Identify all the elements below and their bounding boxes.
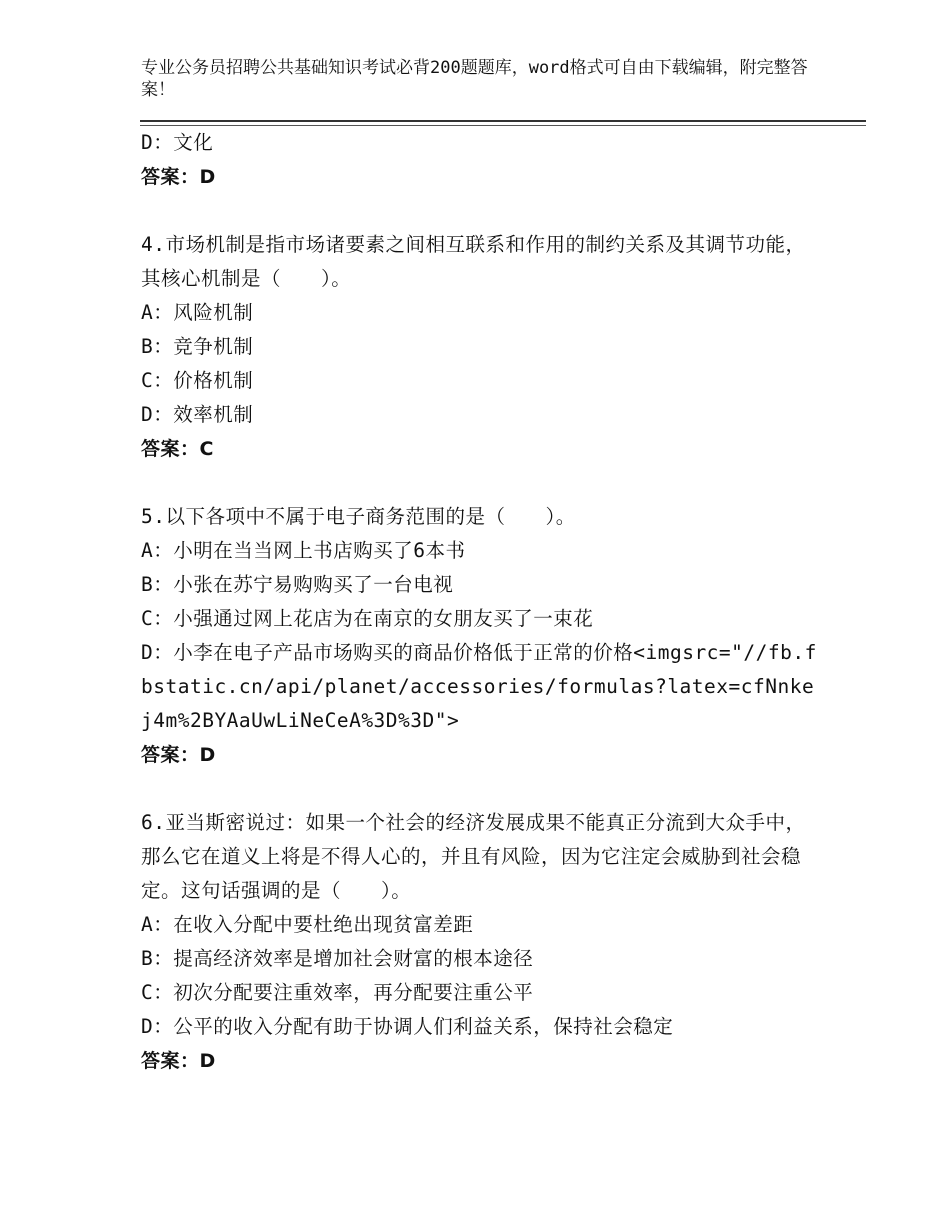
option-c: C：初次分配要注重效率，再分配要注重公平 bbox=[141, 981, 534, 1004]
option-a: A：风险机制 bbox=[141, 301, 254, 324]
option-c: C：小强通过网上花店为在南京的女朋友买了一束花 bbox=[141, 607, 594, 630]
option-d: D：效率机制 bbox=[141, 403, 254, 426]
question-4 bbox=[141, 228, 821, 466]
option-d: D：公平的收入分配有助于协调人们利益关系，保持社会稳定 bbox=[141, 1015, 674, 1038]
page-header: 专业公务员招聘公共基础知识考试必背200题题库，word格式可自由下载编辑，附完整答案！ bbox=[141, 58, 808, 100]
option-c: C：价格机制 bbox=[141, 369, 254, 392]
answer-label: 答案：D bbox=[141, 744, 216, 766]
option-d: D：文化 bbox=[141, 131, 214, 154]
question-list bbox=[141, 126, 821, 1078]
header-divider-thick bbox=[140, 120, 866, 122]
spacer bbox=[141, 466, 821, 500]
option-a: A：小明在当当网上书店购买了6本书 bbox=[141, 539, 466, 562]
question-3-tail bbox=[141, 126, 821, 194]
option-a: A：在收入分配中要杜绝出现贫富差距 bbox=[141, 913, 474, 936]
spacer bbox=[141, 194, 821, 228]
spacer bbox=[141, 772, 821, 806]
answer-label: 答案：D bbox=[141, 1050, 216, 1072]
question-stem: 4.市场机制是指市场诸要素之间相互联系和作用的制约关系及其调节功能，其核心机制是（ ）。 bbox=[141, 233, 806, 290]
option-d: D：小李在电子产品市场购买的商品价格低于正常的价格<imgsrc="//fb.fbstatic.cn/api/planet/accessories/formulas?latex=cfNnkej4m%2BYAaUwLiNeCeA%3D%3D"> bbox=[141, 641, 817, 732]
option-b: B：小张在苏宁易购购买了一台电视 bbox=[141, 573, 454, 596]
answer-label: 答案：C bbox=[141, 438, 214, 460]
option-b: B：提高经济效率是增加社会财富的根本途径 bbox=[141, 947, 534, 970]
question-stem: 6.亚当斯密说过：如果一个社会的经济发展成果不能真正分流到大众手中，那么它在道义上将是不得人心的，并且有风险，因为它注定会威胁到社会稳定。这句话强调的是（ ）。 bbox=[141, 811, 806, 902]
question-stem: 5.以下各项中不属于电子商务范围的是（ ）。 bbox=[141, 505, 576, 528]
question-6 bbox=[141, 806, 821, 1078]
answer-label: 答案：D bbox=[141, 166, 216, 188]
option-b: B：竞争机制 bbox=[141, 335, 254, 358]
question-5 bbox=[141, 500, 821, 772]
